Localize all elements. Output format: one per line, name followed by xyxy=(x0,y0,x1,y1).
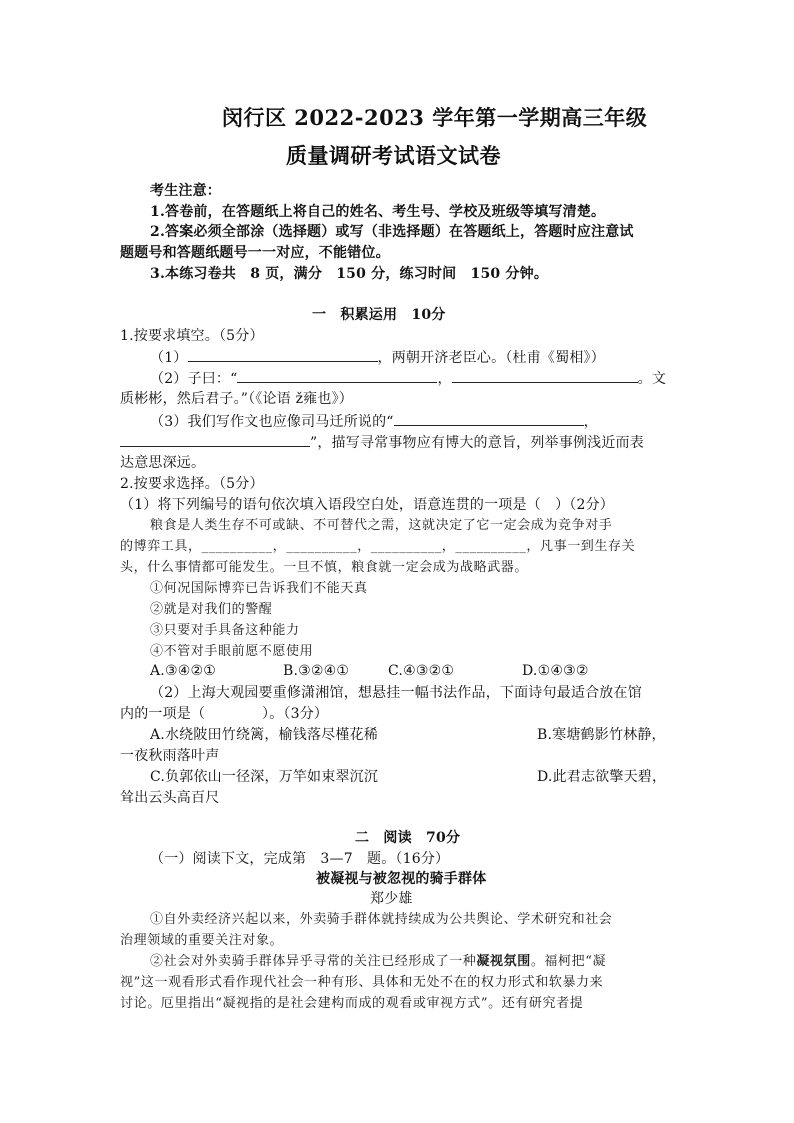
answer-c[interactable]: C.负郭依山一径深，万竿如束翠沉沉 xyxy=(150,769,379,785)
article-para-2a xyxy=(150,952,606,972)
notice-heading: 考生注意： xyxy=(150,183,221,199)
question-1-3-prefix: （3）我们写作文也应像司马迁所说的“ xyxy=(150,414,394,430)
question-1-2-prefix: （2）子曰：“ xyxy=(150,371,238,387)
sentence-option-1: ①何况国际博弈已告诉我们不能天真 xyxy=(150,581,368,596)
question-1-3 xyxy=(150,411,598,432)
article-title: 被凝视与被忽视的骑手群体 xyxy=(316,871,487,887)
section-2-heading: 二 阅读 70分 xyxy=(355,830,461,846)
blank-1-3b[interactable] xyxy=(120,432,310,447)
notice-item-1: 1.答卷前，在答题纸上将自己的姓名、考生号、学校及班级等填写清楚。 xyxy=(150,204,606,220)
question-2: 2.按要求选择。（5分） xyxy=(120,476,264,492)
article-para-1b: 治理领域的重要关注对象。 xyxy=(120,933,284,948)
question-2-2b: 内的一项是（ ）。（3分） xyxy=(120,706,329,722)
question-1-1-suffix: ，两朝开济老臣心。（杜甫《蜀相》） xyxy=(377,350,605,366)
choice-d[interactable]: D.①④③② xyxy=(522,663,589,679)
sentence-option-3: ③只要对手具备这种能力 xyxy=(150,623,300,638)
question-1: 1.按要求填空。（5分） xyxy=(120,328,264,344)
reading-1-instruction: （一）阅读下文，完成第 3—7 题。（16分） xyxy=(150,851,450,867)
question-1-3-mid: ， xyxy=(583,414,598,430)
question-2-1: （1）将下列编号的语句依次填入语段空白处，语意连贯的一项是（ ）（2分） xyxy=(120,497,615,513)
blank-1-2a[interactable] xyxy=(237,368,437,383)
choice-a[interactable]: A.③④②① xyxy=(150,663,216,679)
article-para-2c: 讨论。厄里指出“凝视指的是社会建构而成的观看或审视方式”。还有研究者提 xyxy=(120,996,584,1011)
question-1-3-cont xyxy=(120,432,644,453)
question-1-3-end: 达意思深远。 xyxy=(120,455,206,471)
question-1-2-mid: ， xyxy=(437,371,452,387)
choice-b[interactable]: B.③②④① xyxy=(283,663,350,679)
answer-d-cont: 耸出云头高百尺 xyxy=(120,790,220,806)
choice-c[interactable]: C.④③②① xyxy=(388,663,455,679)
article-para-2a-post: 。福柯把“凝 xyxy=(530,954,607,969)
answer-b-cont: 一夜秋雨落叶声 xyxy=(120,748,220,764)
notice-item-2b: 题题号和答题纸题号一一对应，不能错位。 xyxy=(120,245,390,261)
question-1-2 xyxy=(150,368,666,389)
exam-title-line2: 质量调研考试语文试卷 xyxy=(286,143,501,168)
article-para-2b: 视”这一观看形式看作现代社会一种有形、具体和无处不在的权力形式和软暴力来 xyxy=(120,975,604,990)
answer-d[interactable]: D.此君志欲擎天碧， xyxy=(537,769,667,785)
exam-title-line1: 闵行区 2022-2023 学年第一学期高三年级 xyxy=(222,105,648,130)
article-para-2a-bold: 凝视氛围 xyxy=(476,954,531,969)
question-1-3-cont-text: ”，描写寻常事物应有博大的意旨，列举事例浅近而表 xyxy=(310,435,644,451)
question-2-1-para-3: 头，什么事情都可能发生。一旦不慎，粮食就一定会成为战略武器。 xyxy=(120,560,529,575)
question-1-2-cont: 质彬彬，然后君子。”（《论语 ž雍也》） xyxy=(120,391,353,407)
blank-1-2b[interactable] xyxy=(452,368,638,383)
question-2-2a: （2）上海大观园要重修潇湘馆，想悬挂一幅书法作品，下面诗句最适合放在馆 xyxy=(150,685,642,701)
sentence-option-2: ②就是对我们的警醒 xyxy=(150,602,273,617)
blank-1-3a[interactable] xyxy=(394,411,584,426)
question-2-1-para-2: 的博弈工具，__________，__________，__________，__________，凡事一到生存关 xyxy=(120,539,636,554)
article-author: 郑少雄 xyxy=(370,891,413,907)
question-1-1 xyxy=(150,347,605,368)
question-2-1-para-1: 粮食是人类生存不可或缺、不可替代之需，这就决定了它一定会成为竞争对手 xyxy=(150,518,613,533)
answer-b[interactable]: B.寒塘鹤影竹林静， xyxy=(537,727,666,743)
section-1-heading: 一 积累运用 10分 xyxy=(312,307,446,323)
sentence-option-4: ④不管对手眼前愿不愿使用 xyxy=(150,644,314,659)
question-1-2-suffix: 。文 xyxy=(637,371,667,387)
question-1-1-prefix: （1） xyxy=(150,350,188,366)
article-para-2a-pre: ②社会对外卖骑手群体异乎寻常的关注已经形成了一种 xyxy=(150,954,477,969)
blank-1-1[interactable] xyxy=(188,347,378,362)
article-para-1a: ①自外卖经济兴起以来，外卖骑手群体就持续成为公共舆论、学术研究和社会 xyxy=(150,912,613,927)
answer-a[interactable]: A.水绕陂田竹绕篱，榆钱落尽槿花稀 xyxy=(150,727,378,743)
notice-item-3: 3.本练习卷共 8 页，满分 150 分，练习时间 150 分钟。 xyxy=(150,266,549,282)
notice-item-2a: 2.答案必须全部涂（选择题）或写（非选择题）在答题纸上，答题时应注意试 xyxy=(150,224,634,240)
